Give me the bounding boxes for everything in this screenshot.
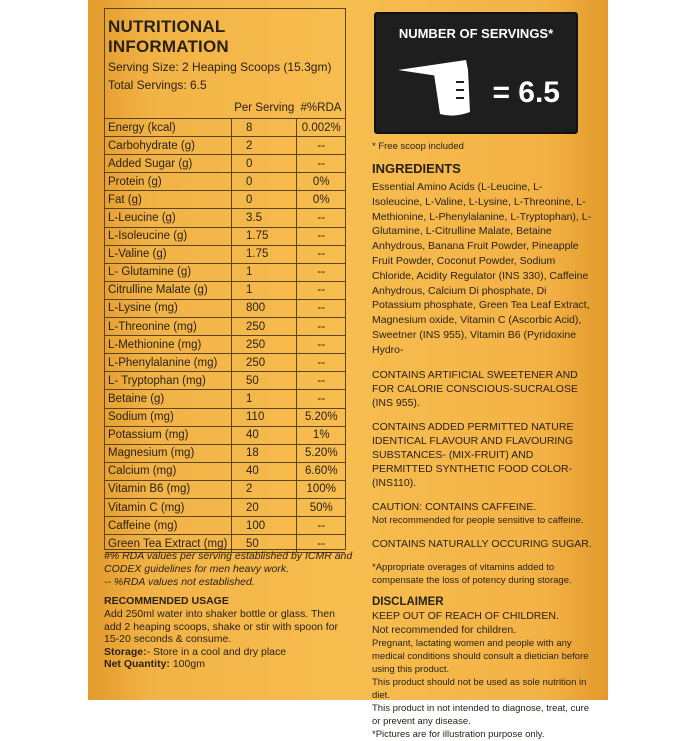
table-row xyxy=(105,390,345,408)
disclaimer-line-2: Not recommended for children. xyxy=(372,623,517,636)
nutrient-name: Potassium (mg) xyxy=(105,426,232,444)
nutrient-name: L- Tryptophan (mg) xyxy=(105,372,232,390)
rda-value: 1% xyxy=(297,426,345,444)
nutrient-name: Vitamin C (mg) xyxy=(105,498,232,516)
usage-body: Add 250ml water into shaker bottle or glass. Then add 2 heaping scoops, shake or stir with spoon for 15-20 seconds & consume. xyxy=(104,608,339,645)
rda-value: -- xyxy=(297,354,345,372)
rda-value: 5.20% xyxy=(297,408,345,426)
nutrition-title: NUTRITIONAL INFORMATION xyxy=(108,17,229,56)
sugar-notice: CONTAINS NATURALLY OCCURING SUGAR. xyxy=(372,537,592,550)
nutrient-name: L-Phenylalanine (mg) xyxy=(105,354,232,372)
table-row xyxy=(105,281,345,299)
rda-value: -- xyxy=(297,372,345,390)
per-serving-value: 50 xyxy=(232,535,297,553)
table-row xyxy=(105,354,345,372)
servings-title: NUMBER OF SERVINGS* xyxy=(398,26,554,41)
header-per-serving: Per Serving xyxy=(234,101,295,114)
rda-value: -- xyxy=(297,263,345,281)
per-serving-value: 0 xyxy=(232,155,297,173)
rda-footnote: #% RDA values per serving established by ICMR and CODEX guidelines for men heavy work. xyxy=(104,550,353,575)
per-serving-value: 250 xyxy=(232,318,297,336)
rda-value: -- xyxy=(297,390,345,408)
rda-value: -- xyxy=(297,281,345,299)
table-row xyxy=(105,318,345,336)
per-serving-value: 1 xyxy=(232,281,297,299)
per-serving-value: 1.75 xyxy=(232,227,297,245)
table-row xyxy=(105,408,345,426)
storage-label: Storage: xyxy=(104,645,147,658)
nutrient-name: L-Isoleucine (g) xyxy=(105,227,232,245)
nutrient-name: Carbohydrate (g) xyxy=(105,137,232,155)
rda-value: 6.60% xyxy=(297,462,345,480)
rda-value: 100% xyxy=(297,480,345,498)
rda-value: -- xyxy=(297,336,345,354)
free-scoop-note: * Free scoop included xyxy=(372,141,464,152)
nutrient-name: Added Sugar (g) xyxy=(105,155,232,173)
per-serving-value: 3.5 xyxy=(232,209,297,227)
table-row xyxy=(105,227,345,245)
table-row xyxy=(105,444,345,462)
table-row xyxy=(105,299,345,317)
table-row xyxy=(105,517,345,535)
overages-notice: *Appropriate overages of vitamins added to compensate the loss of potency during storage. xyxy=(372,561,572,586)
disclaimer-line-3: Pregnant, lactating women and people with any medical conditions should consult a dietician before using this product. xyxy=(372,637,589,675)
nutrient-name: Protein (g) xyxy=(105,173,232,191)
table-row xyxy=(105,245,345,263)
rda-value: 0.002% xyxy=(297,119,345,137)
table-row xyxy=(105,155,345,173)
nutrient-name: Betaine (g) xyxy=(105,390,232,408)
disclaimer-line-5: This product in not intended to diagnose, treat, cure or prevent any disease. xyxy=(372,702,590,727)
per-serving-value: 800 xyxy=(232,299,297,317)
net-quantity-line xyxy=(104,658,354,671)
nutrient-name: L-Leucine (g) xyxy=(105,209,232,227)
per-serving-value: 0 xyxy=(232,173,297,191)
rda-value: 0% xyxy=(297,191,345,209)
nutrient-name: Energy (kcal) xyxy=(105,119,232,137)
product-label xyxy=(88,0,608,740)
per-serving-value: 2 xyxy=(232,480,297,498)
header-nutrient xyxy=(105,97,232,119)
nutrient-name: Vitamin B6 (mg) xyxy=(105,480,232,498)
table-row xyxy=(105,263,345,281)
rda-value: -- xyxy=(297,245,345,263)
ingredients-title: INGREDIENTS xyxy=(372,161,461,176)
storage-text: - Store in a cool and dry place xyxy=(146,645,287,658)
rda-value: -- xyxy=(297,137,345,155)
per-serving-value: 1 xyxy=(232,263,297,281)
ingredients-body: Essential Amino Acids (L-Leucine, L-Isoleucine, L-Valine, L-Lysine, L-Threonine, L-Methionine, L-Phenylalanine, L-Tryptophan), L-Glutamine, L-Citrulline Malate, Betaine Anhydrous, Banana Fruit Powder, Pineapple Fruit Powder, Coconut Powder, Sodium Chloride, Acidity Regulator (INS 330), Caffeine Anhydrous, Calcium Di phosphate, Di Potassium phosphate, Green Tea Leaf Extract, Magnesium oxide, Vitamin C (Ascorbic Acid), Sweetner (INS 955), Vitamin B6 (Pyridoxine Hydro- xyxy=(372,181,592,356)
per-serving-value: 18 xyxy=(232,444,297,462)
nutrient-name: Magnesium (mg) xyxy=(105,444,232,462)
nutrient-name: Fat (g) xyxy=(105,191,232,209)
caution-title: CAUTION: CONTAINS CAFFEINE. xyxy=(372,500,537,513)
scoop-icon xyxy=(394,52,494,122)
sweetener-notice: CONTAINS ARTIFICIAL SWEETENER AND FOR CALORIE CONSCIOUS-SUCRALOSE (INS 955). xyxy=(372,368,578,409)
table-row xyxy=(105,191,345,209)
nutrient-name: Citrulline Malate (g) xyxy=(105,281,232,299)
table-row xyxy=(105,209,345,227)
serving-size: Serving Size: 2 Heaping Scoops (15.3gm) xyxy=(108,60,332,74)
per-serving-value: 110 xyxy=(232,408,297,426)
nutrition-table xyxy=(105,97,345,553)
table-row xyxy=(105,480,345,498)
per-serving-value: 40 xyxy=(232,462,297,480)
per-serving-value: 0 xyxy=(232,191,297,209)
table-row xyxy=(105,372,345,390)
table-row xyxy=(105,137,345,155)
header-rda: #%RDA xyxy=(300,101,342,114)
nutrient-name: Caffeine (mg) xyxy=(105,517,232,535)
footnotes xyxy=(104,550,354,671)
disclaimer-line-4: This product should not be used as sole nutrition in diet. xyxy=(372,676,587,701)
table-row xyxy=(105,426,345,444)
net-quantity-label: Net Quantity: xyxy=(104,658,170,670)
caution-body: Not recommended for people sensitive to caffeine. xyxy=(372,514,584,526)
per-serving-value: 40 xyxy=(232,426,297,444)
rda-value: -- xyxy=(297,318,345,336)
per-serving-value: 1 xyxy=(232,390,297,408)
table-row xyxy=(105,498,345,516)
per-serving-value: 100 xyxy=(232,517,297,535)
servings-box xyxy=(374,12,578,134)
right-column xyxy=(372,140,592,741)
nutrition-panel xyxy=(104,8,346,550)
rda-value: 0% xyxy=(297,173,345,191)
total-servings: Total Servings: 6.5 xyxy=(108,78,207,92)
rda-value: -- xyxy=(297,155,345,173)
table-row xyxy=(105,336,345,354)
disclaimer-title: DISCLAIMER xyxy=(372,595,444,608)
rda-value: -- xyxy=(297,299,345,317)
per-serving-value: 250 xyxy=(232,336,297,354)
table-row xyxy=(105,119,345,137)
per-serving-value: 50 xyxy=(232,372,297,390)
rda-value: 50% xyxy=(297,498,345,516)
nutrient-name: Sodium (mg) xyxy=(105,408,232,426)
rda-not-established-note: -- %RDA values not established. xyxy=(104,576,255,588)
nutrient-name: L- Glutamine (g) xyxy=(105,263,232,281)
flavour-notice: CONTAINS ADDED PERMITTED NATURE IDENTICAL FLAVOUR AND FLAVOURING SUBSTANCES- (MIX-FRUIT) AND PERMITTED SYNTHETIC FOOD COLOR- (INS110). xyxy=(372,420,574,489)
disclaimer-line-1: KEEP OUT OF REACH OF CHILDREN. xyxy=(372,609,559,622)
nutrient-name: Green Tea Extract (mg) xyxy=(105,535,232,553)
table-header-row xyxy=(105,97,345,119)
rda-value: -- xyxy=(297,227,345,245)
per-serving-value: 2 xyxy=(232,137,297,155)
nutrition-table-body xyxy=(105,119,345,553)
usage-title: RECOMMENDED USAGE xyxy=(104,595,229,607)
table-row xyxy=(105,462,345,480)
rda-value: -- xyxy=(297,209,345,227)
rda-value: -- xyxy=(297,517,345,535)
nutrient-name: L-Lysine (mg) xyxy=(105,299,232,317)
per-serving-value: 8 xyxy=(232,119,297,137)
per-serving-value: 250 xyxy=(232,354,297,372)
table-row xyxy=(105,173,345,191)
nutrient-name: Calcium (mg) xyxy=(105,462,232,480)
disclaimer-line-6: *Pictures are for illustration purpose only. xyxy=(372,728,545,740)
nutrient-name: L-Methionine (mg) xyxy=(105,336,232,354)
nutrient-name: L-Threonine (mg) xyxy=(105,318,232,336)
per-serving-value: 1.75 xyxy=(232,245,297,263)
storage-line xyxy=(104,646,354,659)
rda-value: 5.20% xyxy=(297,444,345,462)
nutrient-name: L-Valine (g) xyxy=(105,245,232,263)
servings-value: = 6.5 xyxy=(492,76,560,109)
net-quantity-text: 100gm xyxy=(169,658,205,670)
per-serving-value: 20 xyxy=(232,498,297,516)
rda-value: -- xyxy=(297,535,345,553)
